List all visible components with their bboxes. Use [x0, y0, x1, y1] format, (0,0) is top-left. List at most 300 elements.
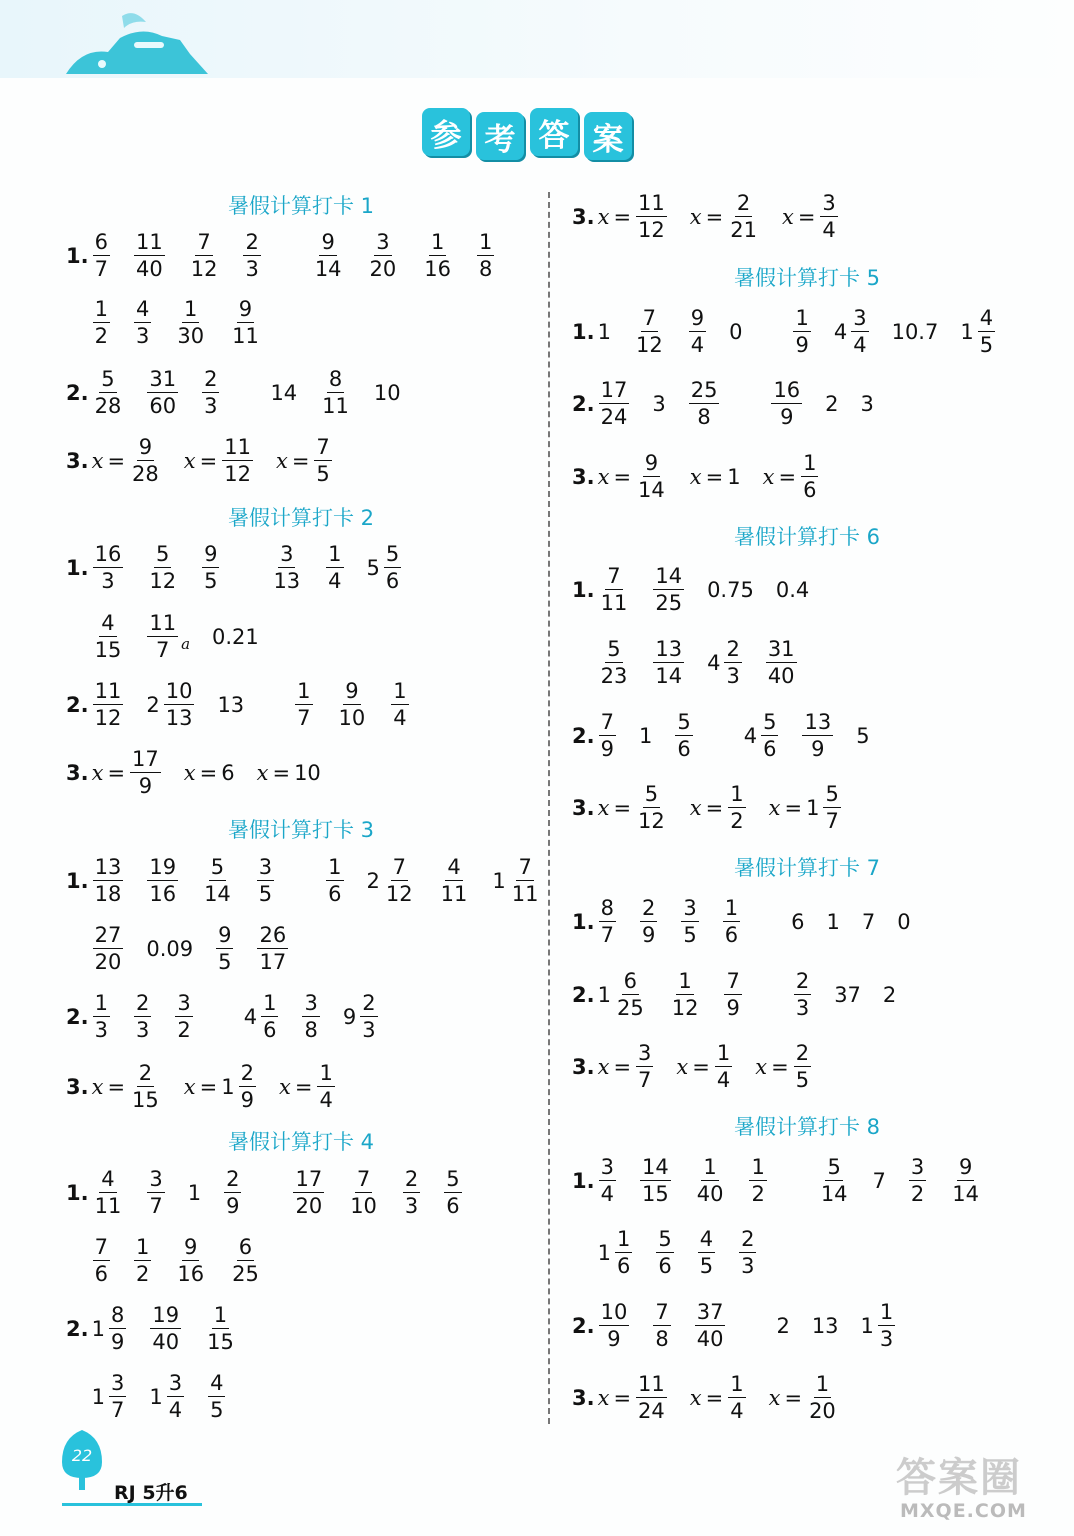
fraction: [823, 784, 840, 832]
answer-value: 0: [729, 320, 743, 344]
fraction: [978, 308, 995, 356]
numerator: 1: [94, 991, 108, 1015]
fraction: [599, 639, 630, 687]
answer-item: [92, 681, 125, 729]
answer-item: [476, 232, 495, 280]
fraction: [851, 308, 868, 356]
numerator: 7: [600, 710, 614, 734]
numerator: 13: [94, 855, 122, 879]
whole-part: 1: [597, 1241, 611, 1265]
denominator: 5: [683, 923, 697, 947]
fraction: [636, 193, 667, 241]
answer-item: [319, 369, 352, 417]
answer-item: [707, 639, 743, 687]
question-number: 1.: [572, 910, 595, 934]
fraction: [257, 857, 274, 905]
fraction: [615, 971, 646, 1019]
denominator: 3: [101, 569, 115, 593]
denominator: 40: [696, 1327, 724, 1351]
equals-sign: =: [692, 1055, 710, 1079]
answer-item: [149, 1305, 182, 1353]
answer-row: [572, 1223, 779, 1283]
numerator: 1: [716, 1041, 731, 1065]
fraction: [295, 681, 312, 729]
suffix-mark: a: [181, 635, 191, 653]
fraction: [749, 1157, 766, 1205]
question-number: 3.: [66, 761, 89, 785]
answer-item: [652, 566, 685, 614]
denominator: 5: [218, 950, 232, 974]
answer-value: 13: [217, 693, 245, 717]
answer-item: [897, 910, 910, 934]
numerator: 9: [184, 1235, 198, 1259]
fraction: [93, 857, 124, 905]
numerator: 1: [430, 230, 445, 254]
numerator: 9: [138, 435, 153, 459]
answer-value: 0: [897, 910, 911, 934]
denominator: 8: [697, 405, 711, 429]
answer-item: [133, 1237, 152, 1285]
answer-item: [633, 308, 666, 356]
numerator: 1: [724, 896, 739, 920]
numerator: 5: [156, 542, 170, 566]
numerator: 31: [149, 367, 177, 391]
whole-part: 1: [149, 1385, 163, 1409]
fraction: [93, 232, 110, 280]
fraction: [794, 1043, 811, 1091]
answer-item: [834, 983, 861, 1007]
denominator: 3: [204, 394, 218, 418]
fraction: [439, 857, 470, 905]
denominator: 14: [314, 257, 342, 281]
numerator: 11: [638, 1372, 665, 1396]
fraction: [819, 1157, 850, 1205]
answer-item: [690, 1374, 747, 1422]
answer-value: 2: [776, 1314, 790, 1338]
answer-row: [572, 1296, 918, 1356]
numerator: 1: [393, 679, 407, 703]
answer-item: [312, 232, 345, 280]
numerator: 13: [655, 637, 683, 661]
answer-item: [390, 681, 409, 729]
fraction: [147, 369, 178, 417]
denominator: 12: [190, 257, 218, 281]
whole-part: 4: [707, 651, 721, 675]
fraction: [93, 299, 110, 347]
fraction: [403, 1169, 420, 1217]
question-number: 2.: [572, 392, 595, 416]
fraction: [337, 681, 368, 729]
answer-item: [133, 299, 152, 347]
denominator: 8: [655, 1327, 669, 1351]
answer-item: [92, 749, 162, 797]
equals-sign: =: [784, 796, 803, 820]
answer-row: [66, 431, 355, 491]
answer-row: [572, 778, 864, 838]
numerator: 17: [295, 1167, 323, 1191]
variable-x: x: [676, 1055, 689, 1079]
answer-row: [66, 1163, 485, 1223]
answer-item: [738, 1229, 757, 1277]
denominator: 3: [741, 1254, 755, 1278]
numerator: 16: [94, 542, 122, 566]
question-number: 3.: [572, 465, 595, 489]
numerator: 7: [316, 435, 330, 459]
answer-item: [598, 193, 668, 241]
denominator: 11: [600, 591, 628, 615]
answer-row: [66, 363, 423, 423]
question-number: 2.: [572, 1314, 595, 1338]
numerator: 7: [392, 855, 406, 879]
answer-value: 0.75: [707, 578, 754, 602]
numerator: 1: [730, 782, 744, 806]
variable-x: x: [768, 796, 781, 820]
answer-item: [694, 1157, 727, 1205]
equals-sign: =: [199, 761, 218, 785]
fraction: [257, 925, 288, 973]
denominator: 4: [328, 569, 342, 593]
denominator: 9: [726, 996, 740, 1020]
denominator: 9: [641, 923, 656, 947]
denominator: 40: [152, 1330, 180, 1354]
numerator: 4: [101, 611, 115, 635]
answer-value: 10: [294, 761, 321, 785]
answer-value: 1: [638, 724, 653, 748]
answer-item: [744, 712, 780, 760]
numerator: 1: [879, 1300, 894, 1324]
fraction: [93, 1237, 110, 1285]
variable-x: x: [91, 761, 104, 785]
denominator: 25: [232, 1262, 259, 1286]
denominator: 3: [795, 996, 810, 1020]
denominator: 2: [177, 1018, 191, 1042]
fraction: [656, 1229, 673, 1277]
denominator: 6: [94, 1262, 108, 1286]
fraction: [802, 712, 833, 760]
answer-row: [66, 1057, 358, 1117]
fraction: [93, 1169, 124, 1217]
answer-item: [301, 993, 320, 1041]
answer-row: [572, 892, 933, 952]
denominator: 5: [316, 462, 330, 486]
answer-item: [801, 712, 834, 760]
answer-item: [690, 784, 747, 832]
denominator: 9: [795, 333, 809, 357]
fraction: [728, 784, 745, 832]
question-number: 1.: [572, 320, 595, 344]
answer-row: [572, 706, 892, 766]
answer-item: [655, 1229, 674, 1277]
numerator: 2: [362, 991, 376, 1015]
numerator: 10: [165, 679, 193, 703]
answer-item: [729, 320, 742, 344]
fraction: [147, 613, 178, 661]
fraction: [164, 681, 195, 729]
fraction: [878, 1302, 895, 1350]
numerator: 1: [703, 1155, 717, 1179]
numerator: 5: [644, 782, 659, 806]
answer-item: [792, 308, 811, 356]
numerator: 2: [135, 991, 150, 1015]
denominator: 14: [638, 478, 665, 502]
fraction: [189, 232, 220, 280]
answer-item: [862, 910, 875, 934]
answer-item: [244, 993, 280, 1041]
answer-item: [174, 299, 207, 347]
numerator: 1: [297, 679, 311, 703]
fraction: [93, 993, 110, 1041]
answer-item: [652, 392, 665, 416]
numerator: 1: [479, 230, 493, 254]
answer-item: [669, 971, 702, 1019]
denominator: 5: [204, 569, 218, 593]
whole-part: 4: [833, 320, 848, 344]
answer-item: [676, 1043, 733, 1091]
fraction: [326, 544, 343, 592]
denominator: 24: [638, 1399, 665, 1423]
numerator: 2: [240, 1061, 254, 1085]
numerator: 2: [226, 1167, 240, 1191]
answer-item: [782, 193, 839, 241]
answer-item: [722, 898, 741, 946]
fraction: [175, 299, 206, 347]
denominator: 6: [328, 882, 342, 906]
numerator: 1: [135, 1235, 150, 1259]
numerator: 1: [795, 306, 809, 330]
answer-item: [598, 320, 611, 344]
numerator: 6: [94, 230, 108, 254]
answer-item: [421, 232, 454, 280]
equals-sign: =: [613, 465, 632, 489]
answer-row: [66, 538, 424, 598]
numerator: 16: [773, 378, 801, 402]
fraction: [723, 898, 740, 946]
fraction: [636, 1374, 667, 1422]
fraction: [681, 898, 698, 946]
fraction: [698, 1229, 715, 1277]
denominator: 11: [322, 394, 349, 418]
answer-value: 1: [727, 465, 741, 489]
answer-item: [949, 1157, 982, 1205]
fraction: [636, 784, 667, 832]
denominator: 15: [207, 1330, 234, 1354]
answer-value: 3: [860, 392, 874, 416]
fraction: [695, 1157, 726, 1205]
numerator: 7: [197, 230, 211, 254]
denominator: 3: [135, 324, 150, 348]
answer-item: [690, 193, 760, 241]
answer-row: [572, 1151, 1004, 1211]
numerator: 5: [658, 1227, 672, 1251]
numerator: 3: [258, 855, 273, 879]
denominator: 4: [716, 1068, 731, 1092]
fraction: [202, 544, 219, 592]
variable-x: x: [781, 205, 794, 229]
numerator: 8: [600, 896, 614, 920]
denominator: 20: [809, 1399, 836, 1423]
fraction: [93, 925, 124, 973]
denominator: 6: [763, 737, 777, 761]
answer-item: [367, 544, 403, 592]
answer-value: 1: [826, 910, 840, 934]
denominator: 6: [677, 737, 691, 761]
numerator: 3: [376, 230, 390, 254]
fraction: [208, 1373, 225, 1421]
section-heading: 暑假计算打卡 4: [227, 1130, 375, 1154]
fraction: [167, 1373, 184, 1421]
question-number: 3.: [66, 1075, 89, 1099]
answer-item: [598, 1229, 634, 1277]
answer-row: [66, 1231, 284, 1291]
answer-item: [598, 1043, 655, 1091]
fraction: [147, 857, 178, 905]
numerator: 3: [853, 306, 867, 330]
answer-row: [66, 675, 432, 735]
title-char: 参: [422, 108, 470, 156]
answer-item: [652, 1302, 671, 1350]
answer-row: [66, 987, 401, 1047]
fraction: [326, 857, 343, 905]
denominator: 4: [822, 218, 836, 242]
denominator: 12: [385, 882, 413, 906]
denominator: 28: [94, 394, 122, 418]
variable-x: x: [689, 205, 702, 229]
answer-item: [343, 993, 379, 1041]
equals-sign: =: [797, 205, 816, 229]
answer-item: [598, 898, 617, 946]
whole-part: 4: [743, 724, 758, 748]
variable-x: x: [597, 1055, 610, 1079]
fraction: [109, 1373, 126, 1421]
whole-part: 1: [597, 983, 611, 1007]
denominator: 8: [304, 1018, 318, 1042]
denominator: 4: [600, 1182, 614, 1206]
whole-part: 9: [342, 1005, 357, 1029]
answer-item: [598, 971, 647, 1019]
fraction: [239, 1063, 256, 1111]
numerator: 4: [447, 855, 461, 879]
denominator: 5: [258, 882, 273, 906]
answer-item: [92, 544, 125, 592]
answer-item: [639, 898, 658, 946]
answer-row: [66, 293, 284, 353]
denominator: 11: [94, 1194, 122, 1218]
answer-item: [697, 1229, 716, 1277]
answer-item: [294, 681, 313, 729]
fraction: [636, 1043, 653, 1091]
question-number: 3.: [66, 449, 89, 473]
numerator: 3: [168, 1371, 183, 1395]
variable-x: x: [755, 1055, 768, 1079]
denominator: 7: [297, 706, 311, 730]
section-heading: 暑假计算打卡 2: [227, 506, 375, 530]
answer-value: 2: [825, 392, 839, 416]
answer-value: 10: [373, 381, 401, 405]
denominator: 2: [94, 324, 108, 348]
answer-item: [892, 320, 939, 344]
answer-value: 10.7: [891, 320, 939, 344]
numerator: 4: [101, 1167, 115, 1191]
fraction: [715, 1043, 732, 1091]
fraction: [175, 993, 192, 1041]
fraction: [599, 1302, 630, 1350]
variable-x: x: [256, 761, 269, 785]
answer-item: [723, 971, 742, 1019]
answer-item: [229, 1237, 262, 1285]
answer-item: [680, 898, 699, 946]
variable-x: x: [768, 1386, 781, 1410]
whole-part: 1: [492, 869, 506, 893]
fraction: [134, 232, 165, 280]
denominator: 9: [138, 774, 153, 798]
fraction: [109, 1305, 126, 1353]
numerator: 26: [259, 923, 287, 947]
equals-sign: =: [784, 1386, 803, 1410]
fraction: [599, 380, 630, 428]
numerator: 14: [655, 564, 683, 588]
fraction: [216, 925, 233, 973]
denominator: 14: [952, 1182, 980, 1206]
denominator: 9: [811, 737, 825, 761]
question-number: 3.: [572, 796, 595, 820]
denominator: 6: [616, 1254, 631, 1278]
answer-row: [66, 743, 343, 803]
fraction: [422, 232, 453, 280]
fraction: [599, 566, 630, 614]
variable-x: x: [183, 1075, 196, 1099]
denominator: 7: [825, 809, 839, 833]
answer-item: [325, 544, 344, 592]
fraction: [794, 971, 811, 1019]
answer-item: [188, 1181, 201, 1205]
equals-sign: =: [778, 465, 797, 489]
numerator: 11: [149, 611, 177, 635]
answer-item: [229, 299, 262, 347]
numerator: 3: [683, 896, 697, 920]
denominator: 8: [479, 257, 493, 281]
fraction: [599, 1157, 616, 1205]
numerator: 11: [638, 191, 665, 215]
answer-item: [443, 1169, 462, 1217]
denominator: 12: [638, 809, 665, 833]
answer-item: [146, 544, 179, 592]
numerator: 2: [741, 1227, 755, 1251]
variable-x: x: [689, 796, 702, 820]
numerator: 3: [177, 991, 191, 1015]
boat-illustration: [62, 8, 212, 76]
variable-x: x: [597, 796, 610, 820]
answer-row: [572, 1037, 834, 1097]
fraction: [728, 193, 759, 241]
denominator: 7: [110, 1398, 125, 1422]
answer-item: [688, 380, 721, 428]
answer-item: [146, 857, 179, 905]
fraction: [739, 1229, 756, 1277]
fraction: [615, 1229, 632, 1277]
variable-x: x: [275, 449, 288, 473]
denominator: 3: [879, 1327, 894, 1351]
denominator: 25: [616, 996, 644, 1020]
denominator: 4: [853, 333, 867, 357]
answer-item: [598, 784, 668, 832]
fraction: [317, 1063, 334, 1111]
numerator: 1: [263, 991, 277, 1015]
numerator: 1: [616, 1227, 631, 1251]
question-number: 2.: [66, 1317, 89, 1341]
numerator: 3: [280, 542, 294, 566]
numerator: 2: [726, 637, 740, 661]
numerator: 2: [795, 969, 810, 993]
